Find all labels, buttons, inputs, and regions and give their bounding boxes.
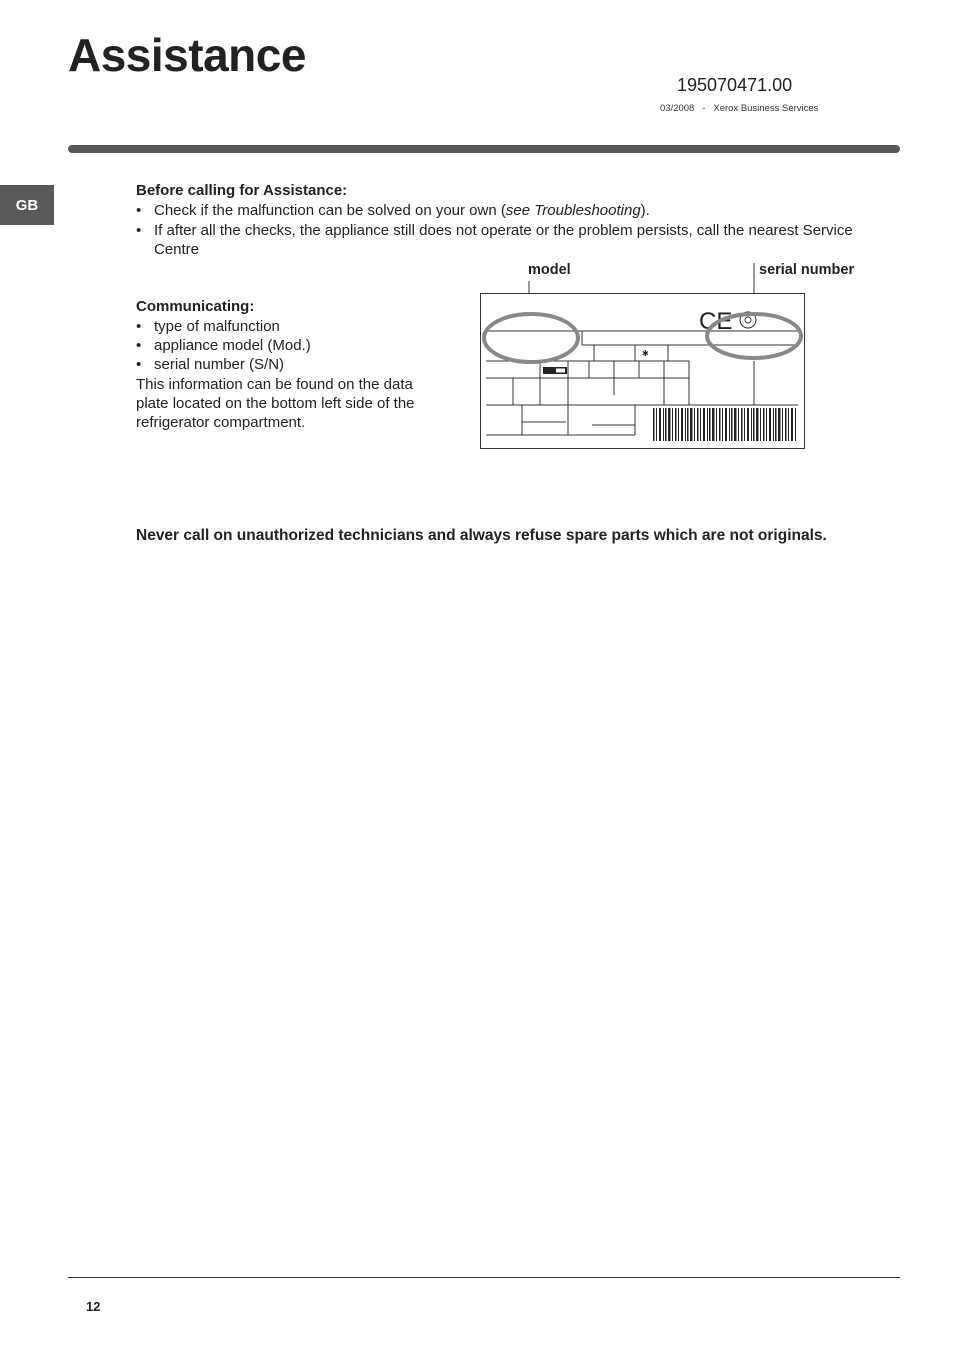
troubleshooting-reference: see Troubleshooting	[505, 202, 641, 219]
bullet-dot: •	[136, 318, 142, 335]
document-separator: -	[702, 103, 706, 114]
bullet-dot: •	[136, 337, 142, 354]
data-plate-illustration	[470, 255, 880, 455]
bullet-dot: •	[136, 202, 142, 219]
serial-number-label: serial number	[759, 262, 855, 278]
footer-divider	[68, 1277, 900, 1278]
ce-mark-icon: CE	[699, 308, 733, 335]
communicating-heading: Communicating:	[136, 298, 255, 315]
document-number: 195070471.00	[677, 75, 793, 95]
data-plate-frame	[481, 294, 805, 449]
page-title: Assistance	[68, 29, 306, 81]
page-number: 12	[86, 1299, 101, 1314]
language-tab: GB	[0, 185, 54, 225]
data-plate-location-note: This information can be found on the data plate located on the bottom left side of the refrigerator compartment.	[136, 376, 415, 431]
original-parts-warning: Never call on unauthorized technicians and always refuse spare parts which are not originals.	[136, 527, 827, 544]
refrigerant-symbol-icon: ✱	[642, 349, 649, 358]
before-calling-heading: Before calling for Assistance:	[136, 182, 348, 199]
bullet-dot: •	[136, 356, 142, 373]
model-label: model	[528, 262, 571, 278]
header-divider-bar	[68, 145, 900, 153]
document-date: 03/2008	[660, 103, 695, 114]
document-publisher: Xerox Business Services	[713, 103, 819, 114]
bullet-dot: •	[136, 222, 142, 239]
document-meta	[660, 103, 818, 114]
